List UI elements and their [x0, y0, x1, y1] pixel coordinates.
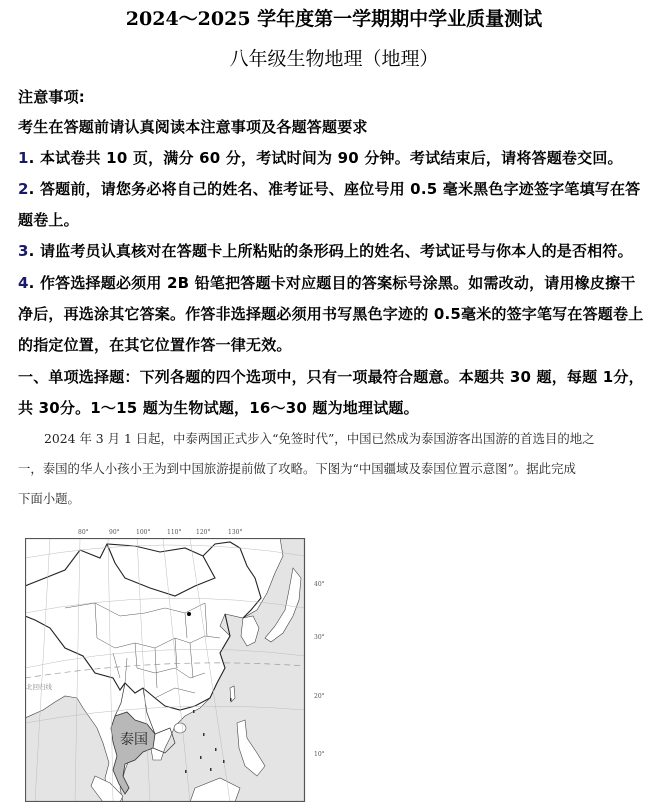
item-number: 1	[18, 149, 29, 167]
lat-label-20: 20°	[314, 693, 325, 700]
notice-item-2-cont: 题卷上。	[18, 211, 79, 229]
thailand-label: 泰国	[120, 732, 148, 748]
lon-label-80: 80°	[78, 529, 89, 536]
notice-intro: 考生在答题前请认真阅读本注意事项及各题答题要求	[18, 118, 368, 136]
passage-line-3: 下面小题。	[18, 491, 80, 506]
passage-line-1: 2024 年 3 月 1 日起，中泰两国正式步入“免签时代”，中国已然成为泰国游客出国游的首选目的地之	[44, 431, 595, 446]
capital-marker	[187, 612, 191, 616]
lat-label-40: 40°	[314, 581, 325, 588]
notice-item-4-cont2: 的指定位置，在其它位置作答一律无效。	[18, 336, 292, 354]
passage-line-2: 一，泰国的华人小孩小王为到中国旅游提前做了攻略。下图为“中国疆域及泰国位置示意图”。据此完成	[18, 461, 576, 476]
notice-item-4-cont: 净后，再选涂其它答案。作答非选择题必须用书写黑色字迹的 0.5毫米的签字笔写在答题卷上	[18, 305, 644, 323]
item-number: 2	[18, 180, 29, 198]
section-heading-cont: 共 30分。1～15 题为生物试题，16～30 题为地理试题。	[18, 399, 419, 417]
china-thailand-map	[25, 538, 325, 802]
item-number: 4	[18, 274, 29, 292]
lat-label-30: 30°	[314, 634, 325, 641]
notice-heading: 注意事项:	[18, 88, 85, 106]
item-text: . 答题前，请您务必将自己的姓名、准考证号、座位号用 0.5 毫米黑色字迹签字笔填写在答	[28, 180, 641, 198]
hainan-island	[174, 723, 186, 733]
notice-item-3	[18, 240, 633, 262]
notice-item-4	[18, 272, 635, 294]
exam-title: 2024～2025 学年度第一学期期中学业质量测试	[125, 8, 543, 30]
notice-item-2	[18, 178, 640, 200]
lon-label-120: 120°	[196, 529, 211, 536]
lon-label-100: 100°	[136, 529, 151, 536]
lon-label-90: 90°	[109, 529, 120, 536]
longitude-labels	[25, 529, 305, 539]
item-text: . 本试卷共 10 页，满分 60 分，考试时间为 90 分钟。考试结束后，请将答题卷交回。	[28, 149, 623, 167]
lat-label-10: 10°	[314, 751, 325, 758]
lon-label-130: 130°	[228, 529, 243, 536]
notice-item-1	[18, 147, 623, 169]
item-text: . 作答选择题必须用 2B 铅笔把答题卡对应题目的答案标号涂黑。如需改动，请用橡皮擦干	[28, 274, 636, 292]
lon-label-110: 110°	[167, 529, 182, 536]
tropic-label: 北回归线	[26, 683, 52, 691]
exam-subtitle: 八年级生物地理（地理）	[229, 48, 439, 70]
item-text: . 请监考员认真核对在答题卡上所粘贴的条形码上的姓名、考试证号与你本人的是否相符。	[28, 242, 633, 260]
item-number: 3	[18, 242, 29, 260]
section-heading: 一、单项选择题：下列各题的四个选项中，只有一项最符合题意。本题共 30 题，每题 1分，	[18, 368, 644, 386]
